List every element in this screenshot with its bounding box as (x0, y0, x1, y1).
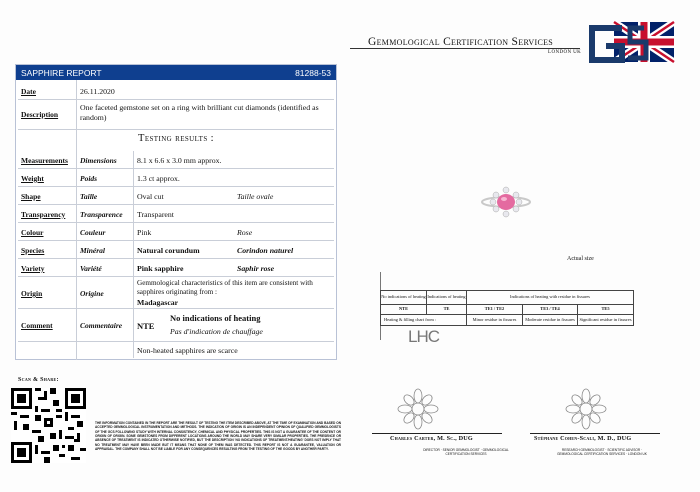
weight-row (18, 169, 334, 187)
heating-chart-table (380, 290, 634, 326)
species-label-fr: Minéral (80, 246, 106, 255)
report-header-bar (16, 65, 336, 80)
signature-line-cohen-scali (530, 433, 660, 434)
weight-value: 1.3 ct approx. (137, 174, 180, 183)
signatory-carter: Charles Carter, M. Sc., DUG (390, 435, 473, 442)
diamond-seal-icon (394, 385, 442, 433)
measurements-row (18, 151, 334, 169)
signatory-cohen-scali: Stéphane Cohen-Scali, M. D., DUG (534, 435, 632, 442)
header-rule (350, 48, 580, 49)
transparency-value: Transparent (137, 210, 174, 219)
heat-desc-moderate: Moderate residue in fissures (523, 315, 578, 326)
description-row (18, 100, 334, 130)
comment-label-fr: Commentaire (80, 321, 123, 330)
heat-header-heated: Indications of heating (427, 291, 467, 305)
date-row (18, 83, 334, 100)
legal-fine-print: THE INFORMATION CONTAINED IN THE REPORT ARE THE RESULT OF TESTING THE ITEM DESCRIBED ABOVE, AT THE TIME OF EXAMINATION AND BASED ON ACCEPTED GEMMOLOGICAL INSTRUMENTATION AND METHODS. THE INDICATION OF ORIGIN IS AN INDEPENDENT OPINION OF QUALIFIED GEMMOLOGISTS OF THE GCS FOLLOWING STUDY WITH INTERNAL CONSISTENCY, CHEMICAL AND PHYSICAL PROPERTIES. THIS IS NOT A GUARANTEE OF THE CONTENT OR ORIGIN OF ORIGIN. SOME GEMSTONES FROM DIFFERENT LOCATIONS AROUND THE WORLD MAY SHARE VERY SIMILAR PROPERTIES. THE PRESENCE OR ABSENCE OF TREATMENT IS INDICATED OTHERWISE NOTIFIED, BUT THE DESCRIPTION 'NO INDICATIONS OF TREATMENT/HEATING' DOES NOT IMPLY THAT NO TREATMENT MAY HAVE BEEN MADE BUT IT MEANS THAT NONE OF THEM WAS DETECTED. THIS REPORT IS NOT A GUARANTEE, VALUATION OR APPRAISAL. THE COMPANY SHALL NOT BE LIABLE FOR ANY CONSEQUENCES RESULTING FROM THE TESTING OF THE GOODS BY ANOTHER PARTY. (95, 421, 341, 451)
variety-label: Variety (21, 264, 45, 273)
heat-header-residue: Indications of heating with residue in fissures (467, 291, 633, 305)
comment-value-fr: Pas d'indication de chauffage (170, 327, 263, 336)
colour-label: Colour (21, 228, 44, 237)
species-value-fr: Corindon naturel (237, 246, 294, 255)
origin-value: Madagascar (137, 298, 179, 307)
species-row (18, 241, 334, 259)
heat-code-nte: NTE (381, 305, 427, 315)
weight-label: Weight (21, 174, 44, 183)
heat-code-te12: TE1 / TE2 (467, 305, 523, 315)
comment-row (18, 309, 334, 342)
shape-value: Oval cut (137, 192, 164, 201)
footnote: Non-heated sapphires are scarce (137, 346, 238, 355)
variety-value-fr: Saphir rose (237, 264, 275, 273)
lab-name: Gemmological Certification Services (368, 36, 554, 48)
gcs-flag-logo-icon (584, 20, 676, 64)
heat-header-none: No indications of heating (381, 291, 427, 305)
description-label: Description (21, 110, 59, 119)
diamond-seal-icon (562, 385, 610, 433)
scan-share-label: Scan & Share: (18, 377, 59, 383)
heat-desc-significant: Significant residue in fissures (579, 317, 632, 323)
comment-code: NTE (137, 321, 155, 331)
date-value: 26.11.2020 (80, 87, 115, 96)
species-label: Species (21, 246, 45, 255)
origin-row (18, 277, 334, 309)
heat-desc-minor: Minor residue in fissures (467, 315, 523, 326)
origin-text: Gemmological characteristics of this item are consistent with sapphires originating from : (137, 279, 313, 296)
variety-value: Pink sapphire (137, 264, 184, 273)
measurements-value: 8.1 x 6.6 x 3.0 mm approx. (137, 156, 222, 165)
colour-value-fr: Rose (237, 228, 253, 237)
shape-row (18, 187, 334, 205)
measurements-label-fr: Dimensions (80, 156, 117, 165)
transparency-label: Transparency (21, 210, 66, 219)
actual-size-caption: Actual size (567, 256, 594, 262)
report-number: 81288-53 (295, 67, 331, 78)
testing-results-heading: Testing results : (138, 133, 214, 144)
shape-value-fr: Taille ovale (237, 192, 274, 201)
heat-chart-source: Heating & filling chart from : (381, 315, 467, 326)
signature-line-carter (372, 433, 502, 434)
origin-label: Origin (21, 289, 43, 298)
measurements-label: Measurements (21, 156, 68, 165)
ring-photo (480, 183, 532, 221)
report-title: SAPPHIRE REPORT (21, 67, 102, 78)
heat-code-te: TE (427, 305, 467, 315)
shape-label-fr: Taille (80, 192, 98, 201)
qr-code-icon[interactable] (11, 388, 86, 463)
lab-location: LONDON UK (548, 50, 582, 55)
colour-row (18, 223, 334, 241)
heat-code-te34: TE3 / TE4 (523, 305, 578, 315)
footnote-row (18, 342, 334, 358)
comment-label: Comment (21, 321, 53, 330)
sapphire-report-panel (15, 64, 337, 360)
value-divider (133, 151, 134, 358)
transparency-label-fr: Transparence (80, 210, 123, 219)
colour-value: Pink (137, 228, 152, 237)
variety-label-fr: Variété (80, 264, 102, 273)
origin-label-fr: Origine (80, 289, 104, 298)
transparency-row (18, 205, 334, 223)
signatory-cohen-scali-title: RESEARCH GEMMOLOGIST · SCIENTIFIC ADVISOR · GEMMOLOGICAL CERTIFICATION SERVICES · LONDON UK (557, 448, 647, 457)
heat-code-te5: TE5 (578, 305, 633, 315)
lhc-logo: LHC (408, 327, 440, 346)
colour-label-fr: Couleur (80, 228, 106, 237)
comment-value: No indications of heating (170, 313, 261, 323)
date-label: Date (21, 87, 36, 96)
species-value: Natural corundum (137, 246, 200, 255)
variety-row (18, 259, 334, 277)
shape-label: Shape (21, 192, 41, 201)
description-value: One faceted gemstone set on a ring with brilliant cut diamonds (identified as random) (80, 103, 319, 122)
weight-label-fr: Poids (80, 174, 98, 183)
signatory-carter-title: DIRECTOR · SENIOR GEMMOLOGIST · GEMMOLOGICAL CERTIFICATION SERVICES (423, 448, 509, 457)
